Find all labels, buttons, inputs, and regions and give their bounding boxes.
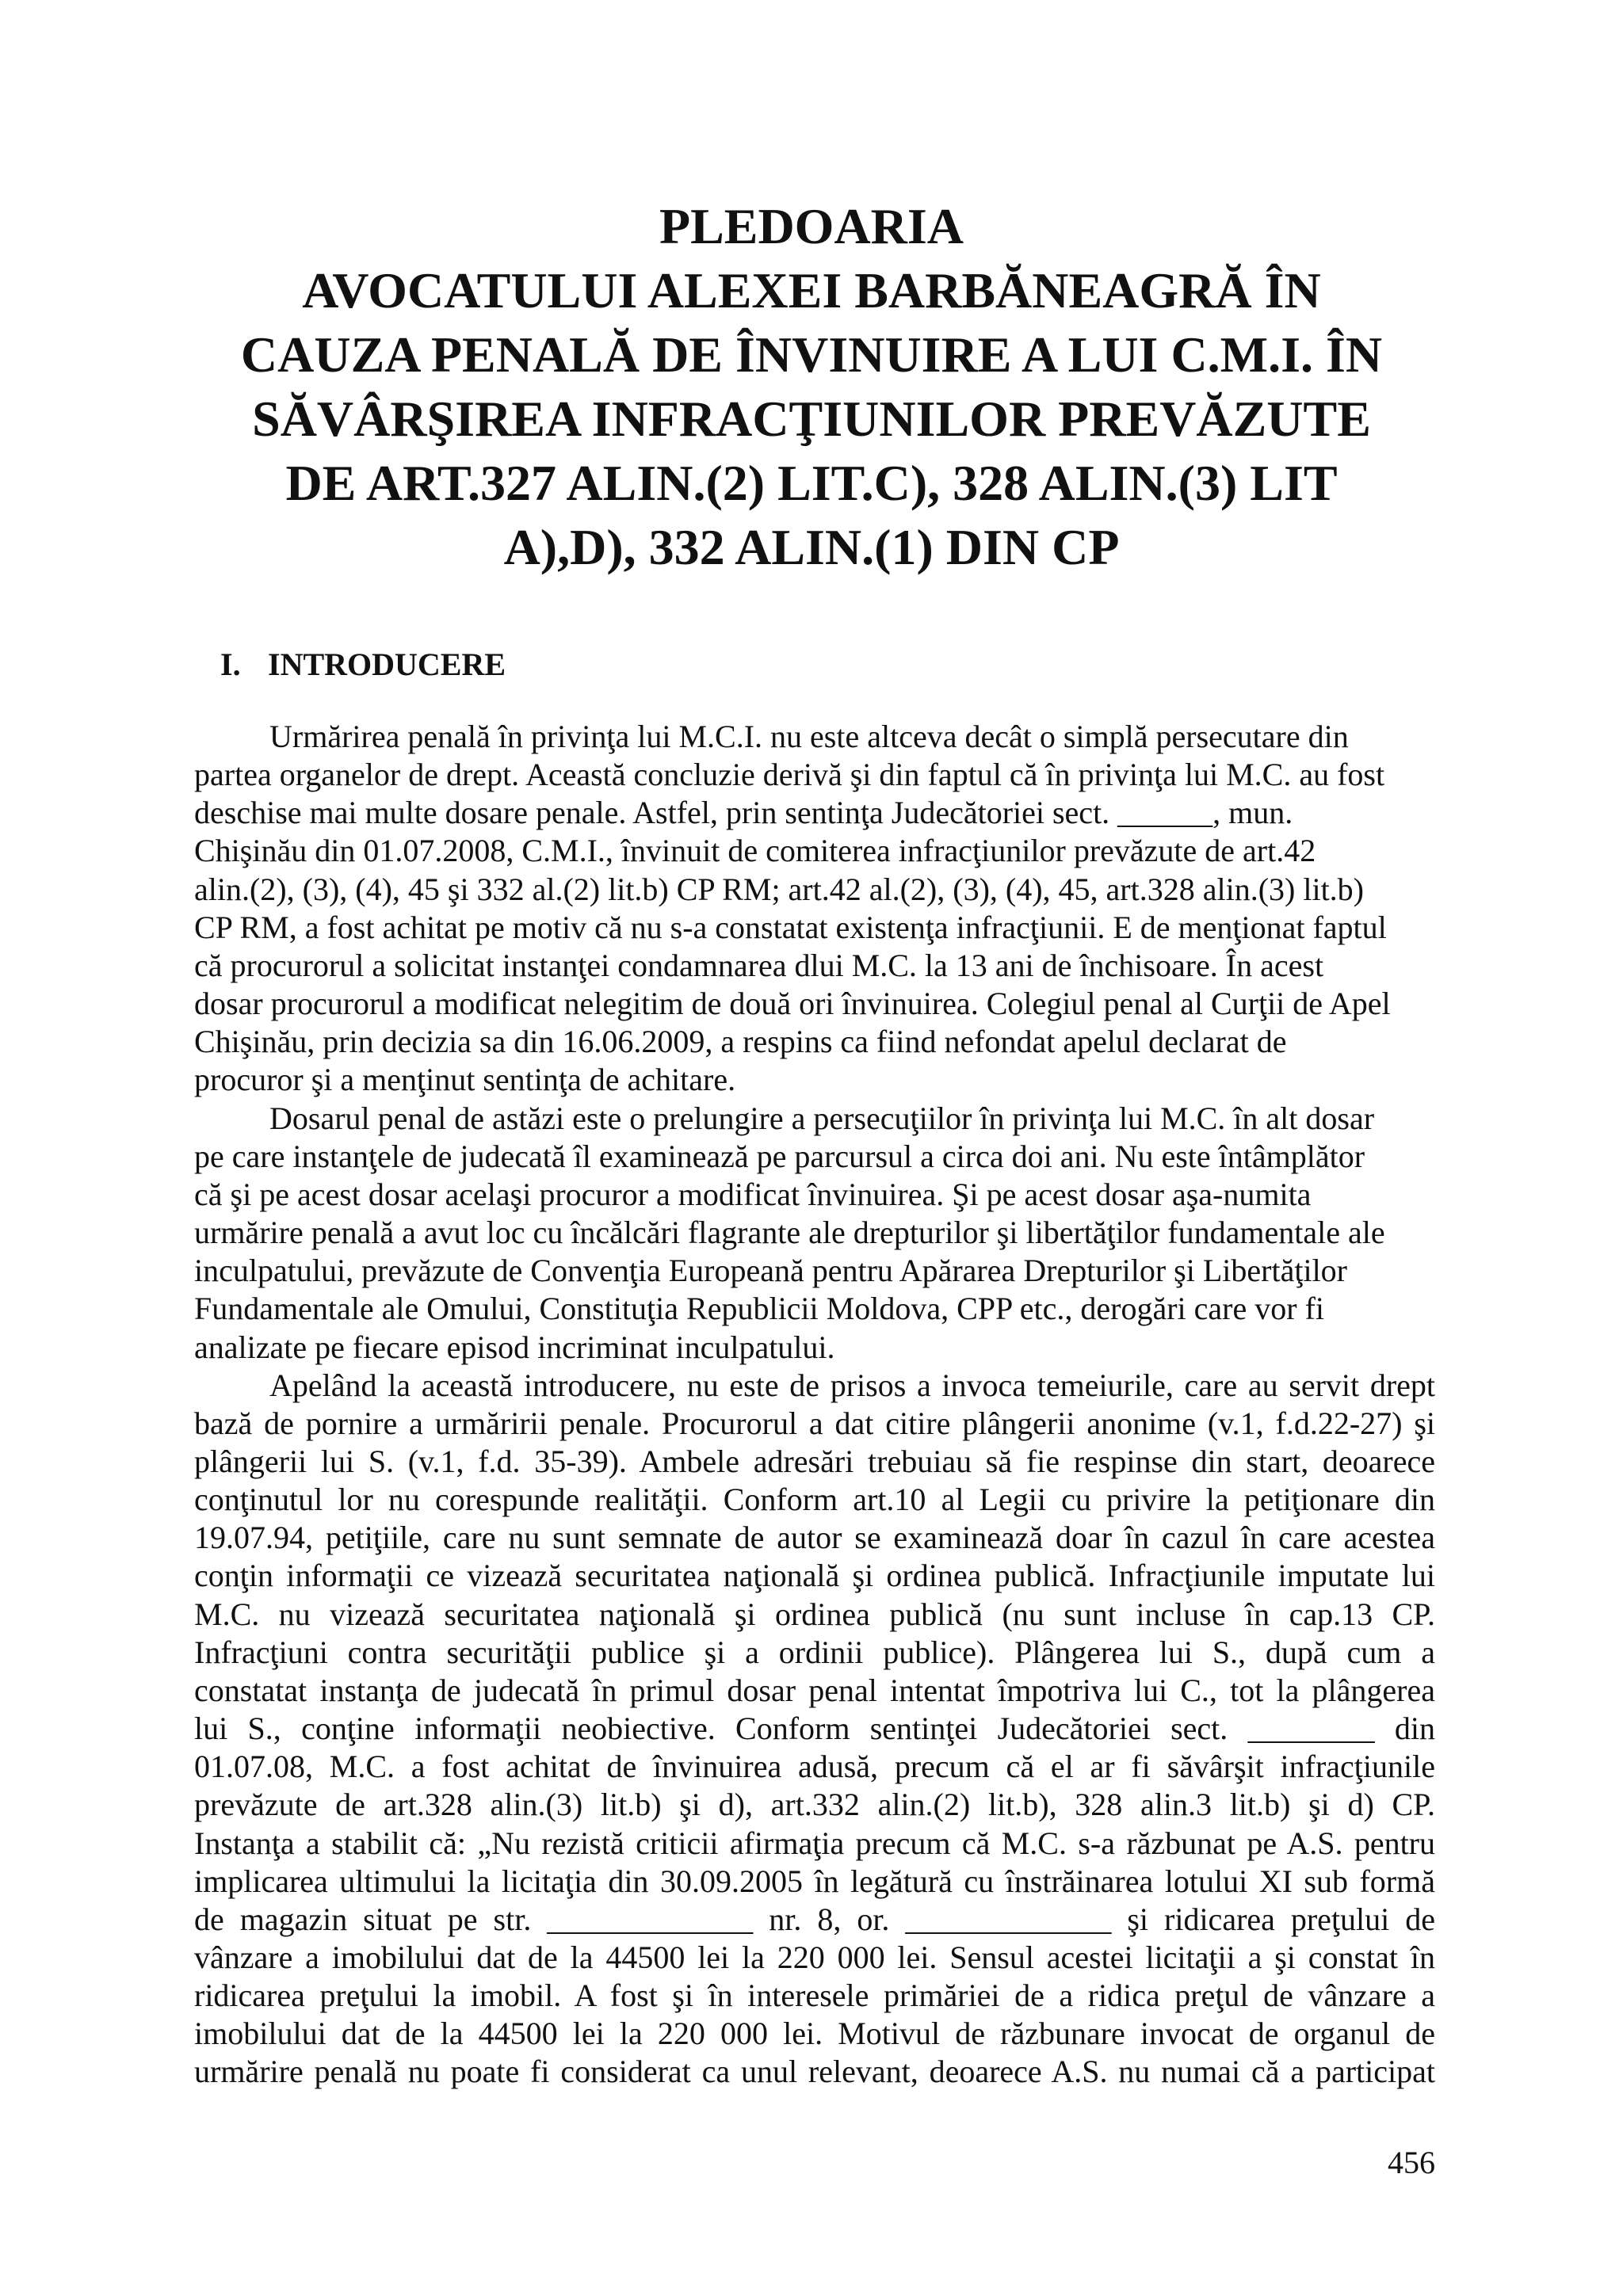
text-line: partea organelor de drept. Această concluzie derivă şi din faptul că în privinţa lui M.C. au fost <box>194 757 1385 793</box>
text-line: plângerii lui S. (v.1, f.d. 35-39). Ambele adresări trebuiau să fie respinse din start, deoarece <box>194 1443 1435 1479</box>
text-line: procuror şi a menţinut sentinţa de achitare. <box>194 1062 736 1098</box>
title-line: AVOCATULUI ALEXEI BARBĂNEAGRĂ ÎN <box>302 262 1321 318</box>
text-line: analizate pe fiecare episod incriminat inculpatului. <box>194 1329 835 1365</box>
text-line: CP RM, a fost achitat pe motiv că nu s-a constatat existenţa infracţiunii. E de menţionat faptul <box>194 909 1387 945</box>
page-number: 456 <box>1388 2145 1435 2180</box>
text-line: pe care instanţele de judecată îl examinează pe parcursul a circa doi ani. Nu este întâmplător <box>194 1138 1365 1174</box>
text-line: M.C. nu vizează securitatea naţională şi ordinea publică (nu sunt incluse în cap.13 CP. <box>194 1596 1435 1632</box>
text-line: lui S., conţine informaţii neobiective. Conform sentinţei Judecătoriei sect. ________ din <box>194 1711 1435 1747</box>
text-line: urmărire penală a avut loc cu încălcări flagrante ale drepturilor şi libertăţilor fundamentale ale <box>194 1215 1385 1251</box>
text-line: prevăzute de art.328 alin.(3) lit.b) şi d), art.332 alin.(2) lit.b), 328 alin.3 lit.b) şi d) CP. <box>194 1787 1435 1823</box>
title-line: CAUZA PENALĂ DE ÎNVINUIRE A LUI C.M.I. ÎN <box>240 326 1383 383</box>
text-line: conţinutul lor nu corespunde realităţii. Conform art.10 al Legii cu privire la petiţionare din <box>194 1482 1435 1518</box>
text-line: 01.07.08, M.C. a fost achitat de învinuirea adusă, precum că el ar fi săvârşit infracţiunile <box>194 1749 1435 1785</box>
title-line: DE ART.327 ALIN.(2) LIT.C), 328 ALIN.(3) LIT <box>285 455 1338 511</box>
text-line: conţin informaţii ce vizează securitatea naţională şi ordinea publică. Infracţiunile imputate lui <box>194 1558 1435 1594</box>
text-line: alin.(2), (3), (4), 45 şi 332 al.(2) lit.b) CP RM; art.42 al.(2), (3), (4), 45, art.328 alin.(3) lit.b) <box>194 871 1364 907</box>
text-line: inculpatului, prevăzute de Convenţia Europeană pentru Apărarea Drepturilor şi Libertăţilor <box>194 1253 1347 1289</box>
text-line: Dosarul penal de astăzi este o prelungire a persecuţiilor în privinţa lui M.C. în alt dosar <box>269 1100 1375 1136</box>
text-line: Urmărirea penală în privinţa lui M.C.I. nu este altceva decât o simplă persecutare din <box>269 719 1349 754</box>
text-line: Chişinău din 01.07.2008, C.M.I., învinuit de comiterea infracţiunilor prevăzute de art.42 <box>194 833 1316 869</box>
text-line: imobilului dat de la 44500 lei la 220 000 lei. Motivul de răzbunare invocat de organul de <box>194 2016 1435 2052</box>
text-line: Instanţa a stabilit că: „Nu rezistă criticii afirmaţia precum că M.C. s-a răzbunat pe A.S. pentru <box>194 1825 1435 1861</box>
text-line: vânzare a imobilului dat de la 44500 lei la 220 000 lei. Sensul acestei licitaţii a şi constat în <box>194 1939 1435 1975</box>
body-text <box>194 718 1435 2092</box>
text-line: că şi pe acest dosar acelaşi procuror a modificat învinuirea. Şi pe acest dosar aşa-numita <box>194 1176 1312 1212</box>
text-line: că procurorul a solicitat instanţei condamnarea dlui M.C. la 13 ani de închisoare. În acest <box>194 947 1324 983</box>
text-line: 19.07.94, petiţiile, care nu sunt semnate de autor se examinează doar în cazul în care acestea <box>194 1520 1435 1556</box>
paragraph <box>194 1100 1435 1367</box>
title-line: PLEDOARIA <box>659 198 964 254</box>
paragraph <box>194 718 1435 1100</box>
text-line: dosar procurorul a modificat nelegitim de două ori învinuirea. Colegiul penal al Curţii de Apel <box>194 986 1391 1022</box>
text-line: Fundamentale ale Omului, Constituţia Republicii Moldova, CPP etc., derogări care vor fi <box>194 1291 1324 1327</box>
text-line: implicarea ultimului la licitaţia din 30.09.2005 în legătură cu înstrăinarea lotului XI sub formă <box>194 1863 1435 1899</box>
document-title <box>158 194 1465 579</box>
text-line: Infracţiuni contra securităţii publice şi a ordinii publice). Plângerea lui S., după cum a <box>194 1634 1435 1670</box>
title-line: A),D), 332 ALIN.(1) DIN CP <box>503 519 1120 575</box>
title-line: SĂVÂRŞIREA INFRACŢIUNILOR PREVĂZUTE <box>252 391 1371 447</box>
section-heading <box>220 645 506 685</box>
text-line: urmărire penală nu poate fi considerat ca unul relevant, deoarece A.S. nu numai că a participat <box>194 2054 1435 2090</box>
text-line: de magazin situat pe str. _____________ nr. 8, or. _____________ şi ridicarea preţului de <box>194 1901 1435 1937</box>
paragraph <box>194 1367 1435 2092</box>
text-line: bază de pornire a urmăririi penale. Procurorul a dat citire plângerii anonime (v.1, f.d.22-27) şi <box>194 1405 1435 1441</box>
text-line: Apelând la această introducere, nu este de prisos a invoca temeiurile, care au servit drept <box>269 1367 1435 1403</box>
text-line: Chişinău, prin decizia sa din 16.06.2009, a respins ca fiind nefondat apelul declarat de <box>194 1024 1287 1060</box>
section-number: I. <box>220 646 241 682</box>
text-line: constatat instanţa de judecată în primul dosar penal intentat împotriva lui C., tot la plângerea <box>194 1672 1435 1708</box>
text-line: deschise mai multe dosare penale. Astfel, prin sentinţa Judecătoriei sect. ______, mun. <box>194 795 1293 831</box>
section-title: INTRODUCERE <box>268 646 506 682</box>
text-line: ridicarea preţului la imobil. A fost şi în interesele primăriei de a ridica preţul de vânzare a <box>194 1978 1435 2014</box>
